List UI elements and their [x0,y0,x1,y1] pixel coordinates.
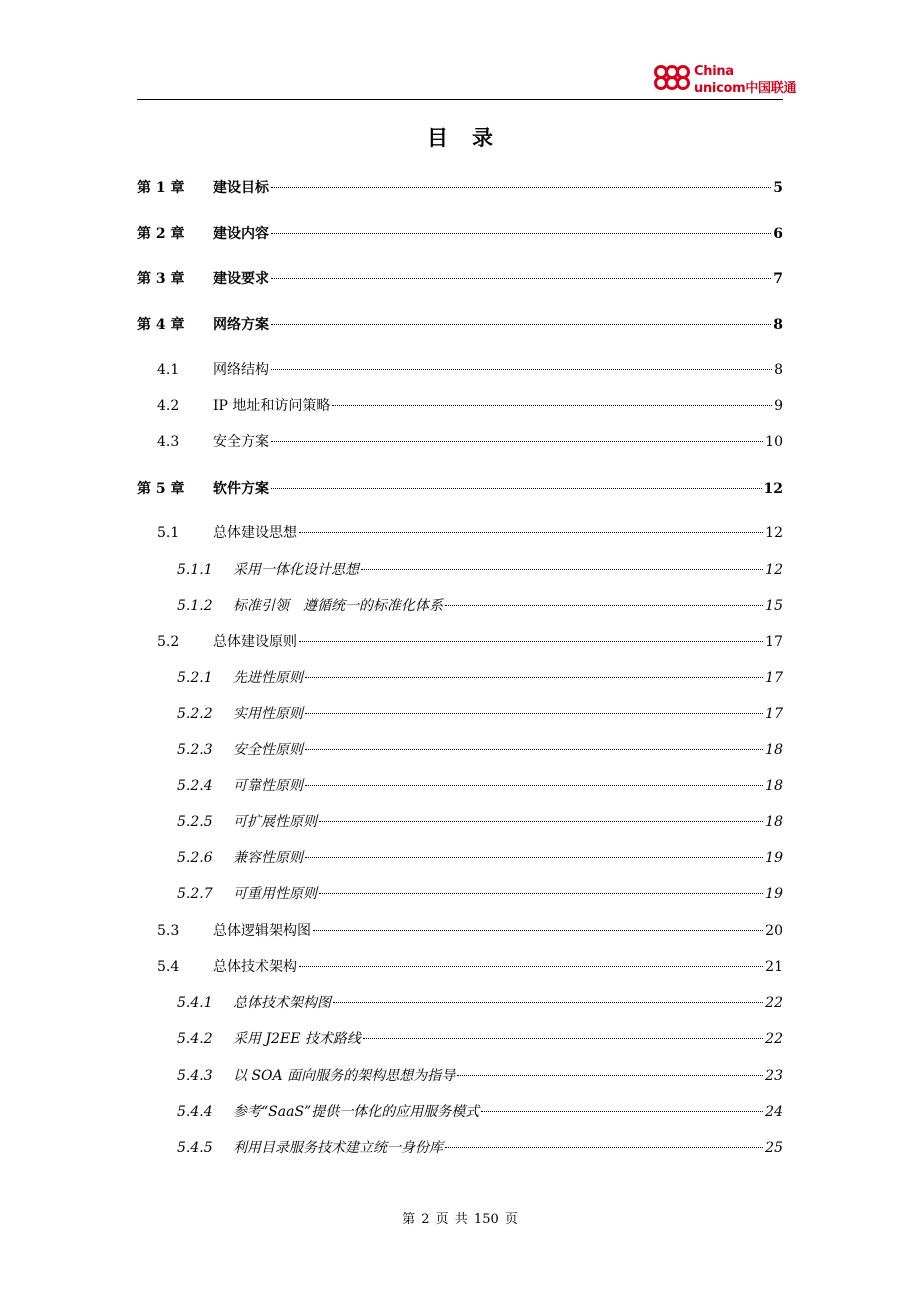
toc-entry-page: 24 [765,1104,783,1120]
toc-entry[interactable] [137,560,783,580]
toc-entry[interactable] [137,269,783,289]
toc-leader-dots [305,749,763,750]
toc-entry[interactable] [137,957,783,977]
toc-entry-page: 12 [765,562,783,578]
toc-entry-title: 建设目标 [213,180,269,196]
toc-entry-page: 23 [765,1068,783,1084]
toc-entry-title: 可扩展性原则 [233,814,317,830]
toc-entry-title: 采用一体化设计思想 [233,562,359,578]
toc-entry-title: 可靠性原则 [233,778,303,794]
toc-entry-title: 建设内容 [213,226,269,242]
toc-entry-number: 5.4.2 [177,1031,213,1047]
toc-entry-number: 5.2.7 [177,886,213,902]
toc-entry-page: 18 [765,742,783,758]
toc-entry[interactable] [137,596,783,616]
toc-leader-dots [271,488,762,489]
toc-entry-title: 网络方案 [213,317,269,333]
toc-entry-page: 10 [765,434,783,450]
toc-entry[interactable] [137,740,783,760]
toc-entry-page: 7 [773,271,783,287]
toc-entry-number: 5.3 [157,923,180,939]
toc-entry-number: 5.2.3 [177,742,213,758]
toc-entry[interactable] [137,360,783,380]
toc-entry-title: 安全性原则 [233,742,303,758]
toc-leader-dots [271,278,771,279]
toc-entry-number: 5.2.1 [177,670,213,686]
toc-entry-number: 5.1.1 [177,562,213,578]
toc-leader-dots [271,369,772,370]
toc-leader-dots [299,532,763,533]
toc-entry-title: 标准引领 遵循统一的标准化体系 [233,598,443,614]
toc-entry-number: 5.1 [157,525,180,541]
toc-entry-number: 第 3 章 [137,271,185,287]
toc-entry[interactable] [137,432,783,452]
toc-entry[interactable] [137,479,783,499]
toc-leader-dots [305,677,763,678]
toc-entry-title: 以 SOA 面向服务的架构思想为指导 [233,1068,456,1084]
toc-leader-dots [319,821,763,822]
toc-leader-dots [313,930,763,931]
toc-entry[interactable] [137,704,783,724]
toc-entry-title: 建设要求 [213,271,269,287]
toc-entry-title: 利用目录服务技术建立统一身份库 [233,1140,443,1156]
toc-entry-number: 第 1 章 [137,180,185,196]
toc-entry-number: 第 2 章 [137,226,185,242]
toc-entry[interactable] [137,776,783,796]
toc-entry-number: 第 5 章 [137,481,185,497]
toc-entry[interactable] [137,993,783,1013]
unicom-knot-icon [652,62,692,94]
toc-entry[interactable] [137,884,783,904]
toc-entry[interactable] [137,178,783,198]
toc-entry[interactable] [137,848,783,868]
toc-entry-title: 兼容性原则 [233,850,303,866]
toc-entry-page: 19 [765,886,783,902]
toc-entry[interactable] [137,1138,783,1158]
toc-entry-number: 5.2.4 [177,778,213,794]
toc-entry-page: 22 [765,995,783,1011]
toc-entry[interactable] [137,396,783,416]
toc-leader-dots [271,233,771,234]
toc-entry-page: 15 [765,598,783,614]
toc-leader-dots [333,1002,763,1003]
toc-entry[interactable] [137,315,783,335]
toc-entry-title: IP 地址和访问策略 [213,398,331,414]
toc-leader-dots [305,857,763,858]
logo-text-unicom: unicom中国联通 [694,81,797,96]
logo-text-china: China [694,64,734,79]
toc-entry-number: 4.3 [157,434,180,450]
toc-entry-number: 第 4 章 [137,317,185,333]
toc-entry-title: 参考“SaaS”提供一体化的应用服务模式 [233,1104,480,1120]
toc-entry[interactable] [137,1066,783,1086]
toc-title: 目录 [427,125,517,150]
toc-entry-page: 12 [763,481,783,497]
toc-entry[interactable] [137,224,783,244]
toc-leader-dots [445,1147,763,1148]
toc-leader-dots [305,713,763,714]
toc-leader-dots [361,569,763,570]
toc-entry-title: 总体技术架构图 [233,995,331,1011]
toc-entry-page: 21 [765,959,783,975]
toc-entry-page: 8 [774,362,783,378]
toc-entry-page: 17 [765,670,783,686]
toc-entry-page: 18 [765,778,783,794]
page-footer: 第 2 页 共 150 页 [402,1212,518,1227]
toc-entry-page: 5 [773,180,783,196]
toc-leader-dots [457,1075,763,1076]
toc-entry-number: 5.2.5 [177,814,213,830]
toc-entry-page: 19 [765,850,783,866]
toc-entry-title: 总体建设原则 [213,634,297,650]
toc-entry[interactable] [137,1102,783,1122]
toc-entry-number: 5.4.5 [177,1140,213,1156]
toc-leader-dots [332,405,772,406]
toc-entry-page: 25 [765,1140,783,1156]
toc-entry-title: 采用 J2EE 技术路线 [233,1031,361,1047]
toc-leader-dots [271,324,771,325]
toc-entry-page: 12 [765,525,783,541]
toc-entry-title: 总体逻辑架构图 [213,923,311,939]
toc-entry[interactable] [137,921,783,941]
toc-entry[interactable] [137,812,783,832]
toc-entry-page: 6 [773,226,783,242]
toc-entry-title: 可重用性原则 [233,886,317,902]
toc-entry[interactable] [137,668,783,688]
china-unicom-logo [652,62,797,94]
toc-leader-dots [299,966,763,967]
header-divider [137,99,783,100]
toc-leader-dots [271,187,771,188]
toc-entry-page: 18 [765,814,783,830]
toc-entry-page: 22 [765,1031,783,1047]
toc-entry-number: 4.1 [157,362,180,378]
toc-entry-page: 20 [765,923,783,939]
toc-leader-dots [299,641,763,642]
toc-entry-title: 总体建设思想 [213,525,297,541]
toc-leader-dots [271,441,763,442]
toc-entry-title: 软件方案 [213,481,269,497]
toc-entry-number: 5.2 [157,634,180,650]
toc-leader-dots [363,1038,763,1039]
toc-entry-page: 9 [774,398,783,414]
toc-entry-number: 4.2 [157,398,180,414]
toc-entry-page: 17 [765,634,783,650]
toc-entry-number: 5.1.2 [177,598,213,614]
toc-leader-dots [481,1111,763,1112]
toc-entry-number: 5.4.3 [177,1068,213,1084]
toc-entry-number: 5.4.1 [177,995,213,1011]
toc-entry-title: 总体技术架构 [213,959,297,975]
toc-entry-title: 先进性原则 [233,670,303,686]
toc-entry-title: 实用性原则 [233,706,303,722]
toc-entry-page: 17 [765,706,783,722]
toc-leader-dots [445,605,763,606]
toc-entry[interactable] [137,632,783,652]
toc-entry-number: 5.2.6 [177,850,213,866]
toc-entry[interactable] [137,1029,783,1049]
toc-leader-dots [319,893,763,894]
toc-entry[interactable] [137,523,783,543]
toc-entry-number: 5.4.4 [177,1104,213,1120]
toc-entry-number: 5.2.2 [177,706,213,722]
toc-entry-title: 网络结构 [213,362,269,378]
toc-entry-page: 8 [773,317,783,333]
toc-entry-title: 安全方案 [213,434,269,450]
toc-leader-dots [305,785,763,786]
toc-entry-number: 5.4 [157,959,180,975]
